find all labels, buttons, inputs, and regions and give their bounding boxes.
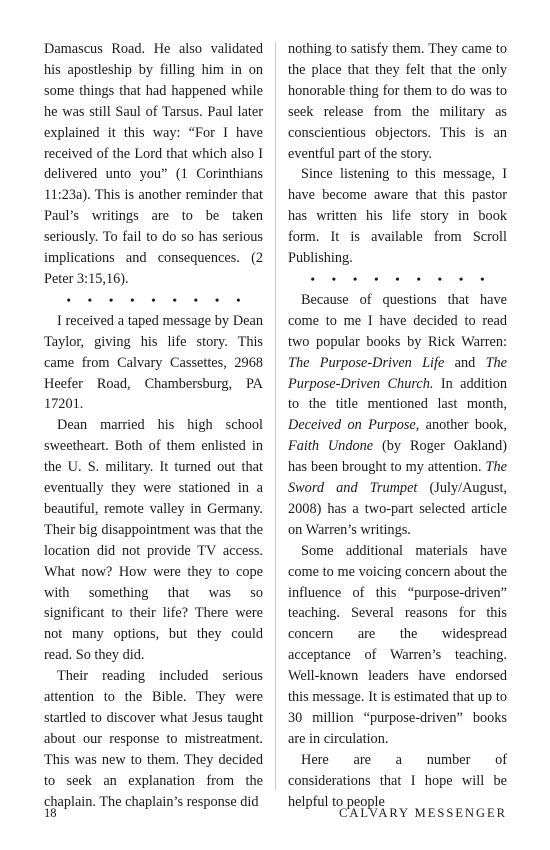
paragraph: Damascus Road. He also validated his apostleship by filling him in on some things that had happened while he was still Saul of Tarsus. Paul later explained it this way: “For I have received of the Lord that which also I delivered unto you” (1 Corinthians 11:23a). This is another reminder that Paul’s writings are to be taken seriously. To fail to do so has serious implications and consequences. (2 Peter 3:15,16). [44, 41, 263, 287]
book-title: The Purpose-Driven Life [288, 354, 445, 371]
text-run: Because of questions that have come to me I have decided to read two popular books by Rick Warren: [288, 291, 507, 350]
paragraph: Some additional materials have come to me voicing concern about the influence of this “purpose-driven” teaching. Several reasons for this concern are the widespread acceptance of Warren’s teaching. Well-known leaders have endorsed this message. It is estimated that up to 30 million “purpose-driven” books are in circulation. [288, 542, 507, 747]
section-separator: • • • • • • • • • [310, 271, 492, 286]
section-separator: • • • • • • • • • [66, 292, 248, 307]
page-number: 18 [44, 806, 57, 820]
paragraph [288, 290, 507, 541]
right-column [288, 39, 507, 813]
book-title: Deceived on Purpose, [288, 417, 420, 434]
left-column [44, 39, 263, 813]
paragraph: I received a taped message by Dean Taylor, giving his life story. This came from Calvary Cassettes, 2968 Heefer Road, Chambersburg, PA 17201. [44, 312, 263, 413]
publication-name: CALVARY MESSENGER [339, 806, 507, 820]
text-run: (July/August, 2008) has a two-part selected article on Warren’s writings. [288, 480, 507, 538]
paragraph: Here are a number of considerations that I hope will be helpful to people [288, 751, 507, 810]
column-divider [275, 42, 276, 790]
text-run: another book, [419, 417, 507, 434]
text-run: (by Roger Oakland) has been brought to my attention. [288, 438, 507, 476]
paragraph: nothing to satisfy them. They came to the place that they felt that the only honorable thing for them to do was to seek release from the military as conscientious objectors. This is an eventful part of the story. [288, 41, 507, 162]
paragraph: Dean married his high school sweetheart. Both of them enlisted in the U. S. military. It turned out that eventually they were stationed in a beautiful, remote valley in Germany. Their big disappointment was that the location did not provide TV access. What now? How were they to cope with something that was so significant to their life? There were not many options, but they could read. So they did. [44, 417, 263, 664]
text-run: and [444, 354, 486, 371]
periodical-title: The Sword and Trumpet [288, 459, 507, 497]
book-title: The Purpose-Driven Church. [288, 354, 508, 392]
paragraph: Since listening to this message, I have become aware that this pastor has written his life story in book form. It is available from Scroll Publishing. [288, 166, 507, 267]
book-title: Faith Undone [288, 438, 374, 455]
text-run: In addition to the title mentioned last month, [288, 375, 508, 413]
paragraph: Their reading included serious attention to the Bible. They were startled to discover what Jesus taught about our response to mistreatment. This was new to them. They decided to seek an explanation from the chaplain. The chaplain’s response did [44, 668, 263, 810]
